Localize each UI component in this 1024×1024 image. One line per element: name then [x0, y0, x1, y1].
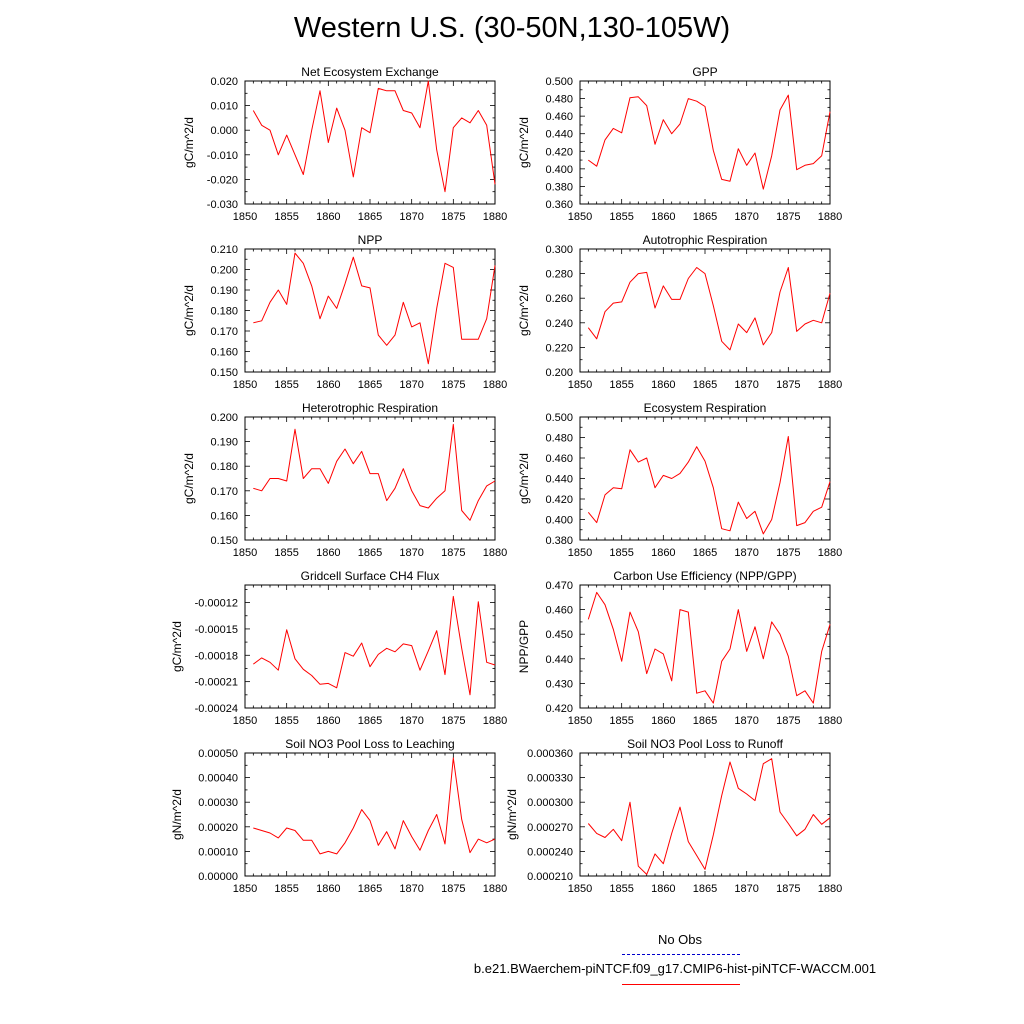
y-tick-label: 0.160 — [210, 346, 238, 359]
x-tick-label: 1865 — [692, 379, 718, 391]
x-tick-label: 1870 — [399, 883, 424, 895]
x-tick-label: 1865 — [357, 379, 383, 391]
x-tick-label: 1865 — [357, 883, 383, 895]
y-tick-label: -0.010 — [206, 149, 238, 162]
y-tick-label: 0.190 — [210, 285, 238, 297]
y-tick-label: 0.500 — [545, 76, 573, 88]
y-tick-label: 0.180 — [210, 461, 238, 474]
x-tick-label: 1880 — [817, 883, 843, 895]
x-tick-label: 1855 — [274, 883, 299, 895]
y-tick-label: 0.00020 — [198, 821, 238, 834]
y-tick-label: 0.00000 — [198, 871, 238, 883]
y-axis-label: gN/m^2/d — [505, 789, 519, 840]
y-tick-label: -0.00018 — [194, 650, 238, 663]
y-tick-label: 0.150 — [210, 535, 238, 547]
x-tick-label: 1865 — [357, 211, 383, 223]
panel-7 — [517, 569, 842, 727]
y-tick-label: 0.440 — [545, 128, 573, 141]
series-line — [253, 596, 495, 694]
panel-title: Soil NO3 Pool Loss to Leaching — [285, 737, 455, 751]
y-tick-label: 0.460 — [545, 604, 573, 617]
y-tick-label: 0.160 — [210, 510, 238, 523]
y-tick-label: 0.420 — [545, 494, 573, 506]
y-axis-label: NPP/GPP — [517, 619, 531, 674]
x-tick-label: 1870 — [734, 883, 759, 895]
x-tick-label: 1855 — [274, 379, 299, 391]
x-tick-label: 1865 — [692, 211, 718, 223]
y-tick-label: -0.00024 — [194, 703, 238, 715]
figure-title: Western U.S. (30-50N,130-105W) — [293, 12, 731, 44]
legend-line-run — [622, 984, 740, 985]
y-tick-label: 0.430 — [545, 678, 573, 691]
x-tick-label: 1870 — [399, 547, 424, 559]
x-tick-label: 1875 — [776, 883, 801, 895]
x-tick-label: 1865 — [692, 883, 718, 895]
x-tick-label: 1870 — [734, 547, 759, 559]
x-tick-label: 1870 — [399, 715, 424, 727]
x-tick-label: 1850 — [567, 715, 593, 727]
x-tick-label: 1870 — [399, 379, 424, 391]
x-tick-label: 1850 — [567, 547, 593, 559]
x-tick-label: 1850 — [567, 883, 593, 895]
x-tick-label: 1870 — [734, 715, 759, 727]
y-axis-label: gC/m^2/d — [182, 117, 196, 168]
y-tick-label: 0.200 — [210, 264, 238, 277]
x-tick-label: 1850 — [232, 379, 258, 391]
x-tick-label: 1875 — [441, 379, 466, 391]
x-tick-label: 1860 — [651, 547, 676, 559]
y-tick-label: 0.450 — [545, 629, 573, 642]
y-tick-label: 0.00050 — [198, 748, 238, 760]
panel-9 — [505, 737, 842, 895]
plot-frame — [245, 585, 495, 708]
y-tick-label: 0.000300 — [527, 797, 573, 810]
x-tick-label: 1880 — [817, 379, 843, 391]
x-tick-label: 1860 — [651, 883, 676, 895]
y-tick-label: -0.00015 — [194, 623, 238, 636]
y-tick-label: 0.400 — [545, 163, 573, 176]
x-tick-label: 1850 — [232, 715, 258, 727]
x-tick-label: 1855 — [274, 547, 299, 559]
panel-title: Net Ecosystem Exchange — [301, 65, 439, 79]
y-tick-label: -0.00012 — [194, 597, 238, 610]
y-tick-label: 0.440 — [545, 473, 573, 486]
panel-title: NPP — [357, 233, 383, 247]
x-tick-label: 1855 — [609, 211, 634, 223]
panel-4 — [182, 401, 507, 559]
y-tick-label: 0.200 — [210, 412, 238, 424]
panel-6 — [170, 569, 507, 727]
series-line — [588, 592, 830, 703]
y-tick-label: 0.020 — [210, 76, 238, 88]
y-tick-label: 0.000 — [210, 125, 238, 138]
x-tick-label: 1860 — [316, 379, 341, 391]
panel-2 — [182, 233, 507, 391]
y-tick-label: 0.380 — [545, 535, 573, 547]
legend-entry-no-obs: No Obs — [657, 932, 703, 947]
y-tick-label: -0.020 — [206, 174, 238, 187]
panel-0 — [182, 65, 507, 223]
series-line — [253, 253, 495, 364]
x-tick-label: 1860 — [316, 211, 341, 223]
x-tick-label: 1865 — [357, 715, 383, 727]
plot-frame — [245, 249, 495, 372]
x-tick-label: 1880 — [482, 547, 508, 559]
plot-frame — [245, 753, 495, 876]
y-tick-label: 0.210 — [210, 244, 238, 256]
y-tick-label: 0.000360 — [527, 748, 573, 760]
x-tick-label: 1855 — [609, 547, 634, 559]
series-line — [588, 437, 830, 534]
series-line — [588, 759, 830, 875]
series-line — [253, 758, 495, 854]
x-tick-label: 1865 — [357, 547, 383, 559]
legend-line-no-obs — [622, 954, 740, 955]
y-axis-label: gC/m^2/d — [182, 453, 196, 504]
panel-title: Soil NO3 Pool Loss to Runoff — [627, 737, 783, 751]
y-axis-label: gC/m^2/d — [517, 453, 531, 504]
panel-3 — [517, 233, 842, 391]
x-tick-label: 1870 — [399, 211, 424, 223]
x-tick-label: 1860 — [316, 547, 341, 559]
y-tick-label: 0.480 — [545, 93, 573, 106]
y-tick-label: 0.220 — [545, 342, 573, 355]
y-tick-label: 0.460 — [545, 111, 573, 124]
y-tick-label: 0.00010 — [198, 846, 238, 859]
y-tick-label: 0.420 — [545, 703, 573, 715]
x-tick-label: 1850 — [567, 379, 593, 391]
y-tick-label: 0.000330 — [527, 772, 573, 785]
x-tick-label: 1875 — [776, 547, 801, 559]
x-tick-label: 1850 — [567, 211, 593, 223]
y-tick-label: 0.400 — [545, 514, 573, 527]
x-tick-label: 1875 — [441, 211, 466, 223]
x-tick-label: 1875 — [441, 547, 466, 559]
y-tick-label: 0.00040 — [198, 772, 238, 785]
y-axis-label: gN/m^2/d — [170, 789, 184, 840]
plot-frame — [580, 249, 830, 372]
y-tick-label: 0.150 — [210, 367, 238, 379]
x-tick-label: 1865 — [692, 547, 718, 559]
y-axis-label: gC/m^2/d — [517, 285, 531, 336]
series-line — [253, 424, 495, 520]
x-tick-label: 1875 — [776, 715, 801, 727]
x-tick-label: 1875 — [776, 379, 801, 391]
y-tick-label: 0.440 — [545, 653, 573, 666]
y-axis-label: gC/m^2/d — [517, 117, 531, 168]
series-line — [588, 268, 830, 350]
x-tick-label: 1855 — [274, 715, 299, 727]
y-tick-label: 0.000210 — [527, 871, 573, 883]
x-tick-label: 1880 — [482, 883, 508, 895]
x-tick-label: 1855 — [609, 883, 634, 895]
x-tick-label: 1855 — [609, 715, 634, 727]
panel-1 — [517, 65, 842, 223]
plot-frame — [580, 81, 830, 204]
y-tick-label: 0.360 — [545, 199, 573, 211]
x-tick-label: 1850 — [232, 211, 258, 223]
x-tick-label: 1875 — [441, 715, 466, 727]
y-axis-label: gC/m^2/d — [170, 621, 184, 672]
x-tick-label: 1880 — [482, 715, 508, 727]
y-tick-label: 0.480 — [545, 432, 573, 445]
x-tick-label: 1860 — [651, 211, 676, 223]
panel-title: Autotrophic Respiration — [642, 233, 768, 247]
y-tick-label: 0.170 — [210, 485, 238, 498]
y-tick-label: 0.000270 — [527, 821, 573, 834]
x-tick-label: 1880 — [817, 547, 843, 559]
x-tick-label: 1850 — [232, 547, 258, 559]
x-tick-label: 1880 — [817, 715, 843, 727]
y-tick-label: 0.300 — [545, 244, 573, 256]
x-tick-label: 1855 — [274, 211, 299, 223]
x-tick-label: 1855 — [609, 379, 634, 391]
plot-frame — [245, 417, 495, 540]
y-tick-label: -0.030 — [206, 199, 238, 211]
panel-8 — [170, 737, 507, 895]
x-tick-label: 1870 — [734, 211, 759, 223]
panel-title: Ecosystem Respiration — [643, 401, 767, 415]
y-tick-label: 0.190 — [210, 436, 238, 449]
series-line — [588, 95, 830, 189]
y-tick-label: 0.000240 — [527, 846, 573, 859]
y-tick-label: 0.500 — [545, 412, 573, 424]
x-tick-label: 1875 — [776, 211, 801, 223]
x-tick-label: 1880 — [817, 211, 843, 223]
x-tick-label: 1850 — [232, 883, 258, 895]
series-line — [253, 81, 495, 192]
y-tick-label: 0.420 — [545, 146, 573, 159]
x-tick-label: 1865 — [692, 715, 718, 727]
y-tick-label: 0.470 — [545, 580, 573, 592]
panel-title: GPP — [692, 65, 718, 79]
y-tick-label: 0.00030 — [198, 797, 238, 810]
legend-entry-run: b.e21.BWaerchem-piNTCF.f09_g17.CMIP6-hist-piNTCF-WACCM.001 — [473, 961, 877, 976]
y-tick-label: -0.00021 — [194, 676, 238, 689]
panel-title: Carbon Use Efficiency (NPP/GPP) — [613, 569, 797, 583]
y-tick-label: 0.180 — [210, 305, 238, 318]
y-tick-label: 0.380 — [545, 181, 573, 194]
x-tick-label: 1880 — [482, 379, 508, 391]
plot-frame — [580, 753, 830, 876]
x-tick-label: 1870 — [734, 379, 759, 391]
y-axis-label: gC/m^2/d — [182, 285, 196, 336]
plot-frame — [245, 81, 495, 204]
panel-title: Heterotrophic Respiration — [301, 401, 439, 415]
x-tick-label: 1875 — [441, 883, 466, 895]
y-tick-label: 0.460 — [545, 453, 573, 465]
y-tick-label: 0.170 — [210, 326, 238, 338]
x-tick-label: 1880 — [482, 211, 508, 223]
panel-title: Gridcell Surface CH4 Flux — [300, 569, 440, 583]
panel-5 — [517, 401, 842, 559]
x-tick-label: 1860 — [316, 715, 341, 727]
y-tick-label: 0.240 — [545, 317, 573, 330]
y-tick-label: 0.260 — [545, 293, 573, 306]
y-tick-label: 0.280 — [545, 268, 573, 281]
y-tick-label: 0.200 — [545, 367, 573, 379]
x-tick-label: 1860 — [651, 379, 676, 391]
y-tick-label: 0.010 — [210, 100, 238, 113]
x-tick-label: 1860 — [651, 715, 676, 727]
x-tick-label: 1860 — [316, 883, 341, 895]
